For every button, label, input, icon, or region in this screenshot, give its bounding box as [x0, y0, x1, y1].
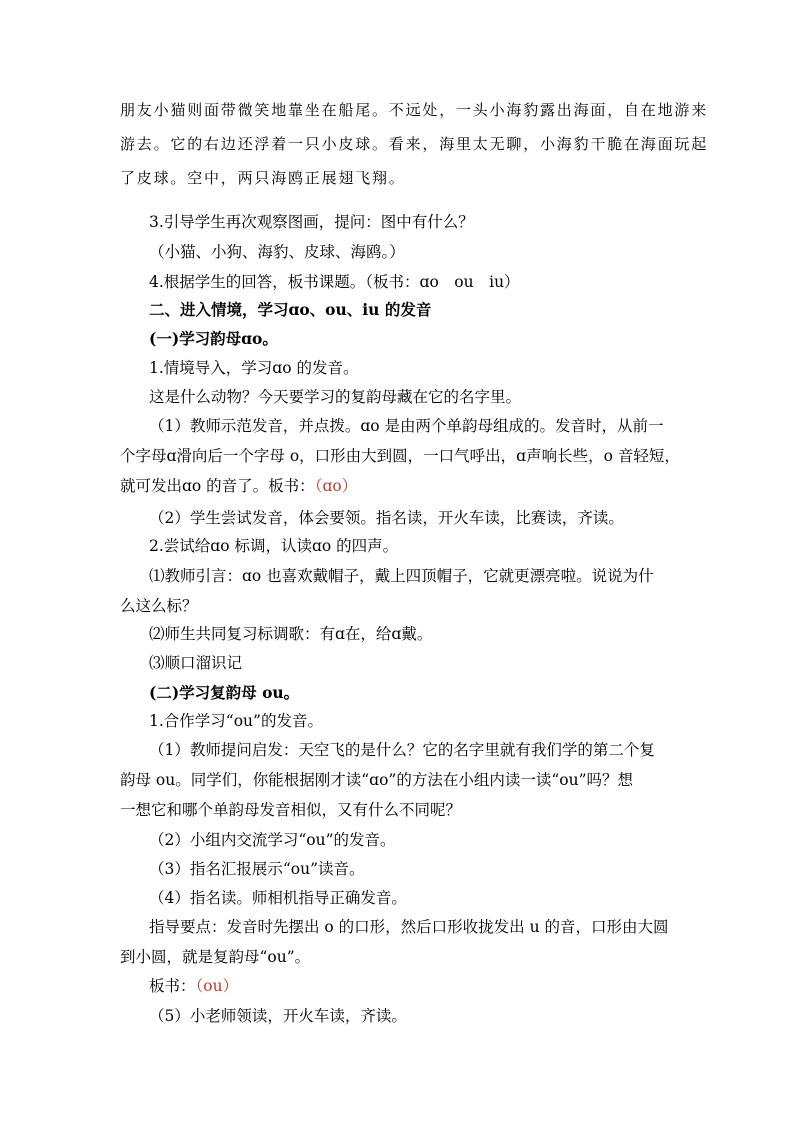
s2-step3: （3）指名汇报展示“ou”读音。 [149, 860, 365, 878]
s1-p2-item1-line-2: 么这么标？ [120, 597, 198, 615]
board-ou: （ou） [195, 977, 239, 995]
s2-step2: （2）小组内交流学习“ou”的发音。 [149, 831, 396, 849]
s1-paragraph-2: 2.尝试给ɑo 标调，认读ɑo 的四声。 [149, 537, 399, 555]
s1-step2: （2）学生尝试发音，体会要领。指名读，开火车读，比赛读，齐读。 [149, 509, 624, 527]
intro-line-1: 朋友小猫则面带微笑地靠坐在船尾。不远处，一头小海豹露出海面，自在地游来 [120, 101, 709, 119]
step-3-prompt: 3.引导学生再次观察图画，提问：图中有什么？ [149, 213, 474, 231]
s2-key-line-2: 到小圆，就是复韵母“ou”。 [120, 948, 311, 966]
subsection-1-heading: (一)学习韵母ɑo。 [149, 329, 278, 348]
s2-step1-line-1: （1）教师提问启发：天空飞的是什么？它的名字里就有我们学的第二个复 [149, 741, 655, 759]
s1-step1-line-1: （1）教师示范发音，并点拨。ɑo 是由两个单韵母组成的。发音时，从前一 [149, 417, 664, 435]
s1-paragraph-1: 1.情境导入，学习ɑo 的发音。 [149, 359, 359, 377]
intro-line-2: 游去。它的右边还浮着一只小皮球。看来，海里太无聊，小海豹干脆在海面玩起 [120, 135, 709, 153]
s2-step1-line-2: 韵母 ou。同学们，你能根据刚才读“ɑo”的方法在小组内读一读“ou”吗？想 [120, 771, 634, 789]
step-4-board-title: 4.根据学生的回答，板书课题。（板书：ɑo ou iu） [149, 273, 520, 291]
s2-board-label: 板书： [149, 977, 196, 995]
section-2-heading: 二、进入情境，学习ɑo、ou、iu 的发音 [149, 300, 432, 319]
s1-step1-line-2: 个字母ɑ滑向后一个字母 o，口形由大到圆，一口气呼出，ɑ声响长些，o 音轻短， [120, 447, 680, 465]
step-3-answer: （小猫、小狗、海豹、皮球、海鸥。） [149, 243, 405, 261]
s2-step5: （5）小老师领读，开火车读，齐读。 [149, 1007, 407, 1025]
subsection-2-heading: (二)学习复韵母 ou。 [149, 683, 300, 702]
intro-line-3: 了皮球。空中，两只海鸥正展翅飞翔。 [120, 169, 406, 187]
s2-step4: （4）指名读。师相机指导正确发音。 [149, 889, 407, 907]
s1-step1-line-3 [120, 476, 680, 496]
s1-question: 这是什么动物？今天要学习的复韵母藏在它的名字里。 [149, 388, 522, 406]
s2-step1-line-3: 一想它和哪个单韵母发音相似，又有什么不同呢？ [120, 801, 462, 819]
s2-paragraph-1: 1.合作学习“ou”的发音。 [149, 712, 323, 730]
s1-p2-item1-line-1: ⑴教师引言：ɑo 也喜欢戴帽子，戴上四顶帽子，它就更漂亮啦。说说为什 [149, 567, 654, 585]
s1-step1-end-text: 就可发出ɑo 的音了。板书： [120, 477, 315, 495]
board-ao: （ɑo） [314, 477, 358, 495]
s1-p2-item3: ⑶顺口溜识记 [149, 654, 243, 672]
s2-board-line [149, 976, 709, 996]
s1-p2-item2: ⑵师生共同复习标调歌：有ɑ在，给ɑ戴。 [149, 625, 433, 643]
s2-key-line-1: 指导要点：发音时先摆出 o 的口形，然后口形收拢发出 u 的音，口形由大圆 [149, 918, 669, 936]
